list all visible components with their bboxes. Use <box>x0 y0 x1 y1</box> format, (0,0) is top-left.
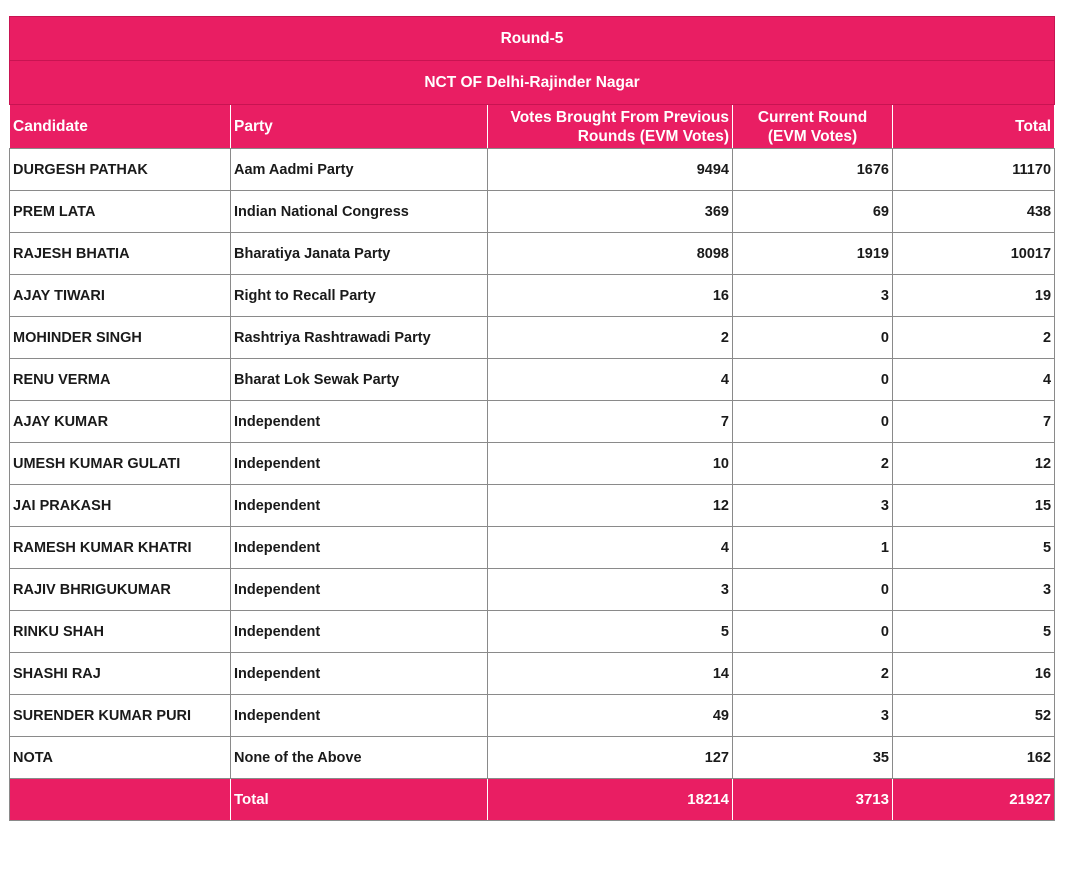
constituency-title-row <box>10 61 1055 105</box>
party-name: Bharatiya Janata Party <box>231 233 488 275</box>
table-row <box>10 443 1055 485</box>
column-header-party: Party <box>231 105 488 149</box>
current-round-votes: 1676 <box>733 149 893 191</box>
column-header-current-line2: (EVM Votes) <box>767 127 858 145</box>
candidate-name: JAI PRAKASH <box>10 485 231 527</box>
previous-votes: 12 <box>488 485 733 527</box>
table-row <box>10 737 1055 779</box>
candidate-name: AJAY TIWARI <box>10 275 231 317</box>
previous-votes: 4 <box>488 527 733 569</box>
totals-label: Total <box>231 779 488 821</box>
previous-votes: 9494 <box>488 149 733 191</box>
column-header-total: Total <box>893 105 1055 149</box>
party-name: Independent <box>231 653 488 695</box>
table-row <box>10 485 1055 527</box>
table-row <box>10 149 1055 191</box>
candidate-name: NOTA <box>10 737 231 779</box>
current-round-votes: 0 <box>733 401 893 443</box>
table-row <box>10 401 1055 443</box>
candidate-name: RAJESH BHATIA <box>10 233 231 275</box>
party-name: Right to Recall Party <box>231 275 488 317</box>
current-round-votes: 2 <box>733 443 893 485</box>
constituency-title: NCT OF Delhi-Rajinder Nagar <box>10 61 1055 105</box>
total-votes: 3 <box>893 569 1055 611</box>
current-round-votes: 3 <box>733 485 893 527</box>
current-round-votes: 1919 <box>733 233 893 275</box>
candidate-name: SHASHI RAJ <box>10 653 231 695</box>
current-round-votes: 0 <box>733 317 893 359</box>
table-row <box>10 569 1055 611</box>
candidate-name: AJAY KUMAR <box>10 401 231 443</box>
current-round-votes: 69 <box>733 191 893 233</box>
previous-votes: 3 <box>488 569 733 611</box>
candidate-name: RINKU SHAH <box>10 611 231 653</box>
table-row <box>10 233 1055 275</box>
previous-votes: 16 <box>488 275 733 317</box>
candidate-name: MOHINDER SINGH <box>10 317 231 359</box>
party-name: Independent <box>231 401 488 443</box>
candidate-name: RENU VERMA <box>10 359 231 401</box>
candidate-name: RAJIV BHRIGUKUMAR <box>10 569 231 611</box>
totals-total: 21927 <box>893 779 1055 821</box>
total-votes: 162 <box>893 737 1055 779</box>
table-row <box>10 317 1055 359</box>
current-round-votes: 0 <box>733 611 893 653</box>
party-name: None of the Above <box>231 737 488 779</box>
totals-blank-cell <box>10 779 231 821</box>
total-votes: 5 <box>893 611 1055 653</box>
round-title-row <box>10 17 1055 61</box>
candidate-name: RAMESH KUMAR KHATRI <box>10 527 231 569</box>
table-row <box>10 611 1055 653</box>
total-votes: 5 <box>893 527 1055 569</box>
candidate-name: PREM LATA <box>10 191 231 233</box>
totals-current: 3713 <box>733 779 893 821</box>
candidate-name: SURENDER KUMAR PURI <box>10 695 231 737</box>
previous-votes: 8098 <box>488 233 733 275</box>
party-name: Independent <box>231 485 488 527</box>
total-votes: 52 <box>893 695 1055 737</box>
total-votes: 7 <box>893 401 1055 443</box>
table-row <box>10 653 1055 695</box>
total-votes: 19 <box>893 275 1055 317</box>
party-name: Independent <box>231 527 488 569</box>
column-header-previous-line1: Votes Brought From Previous <box>510 108 729 126</box>
previous-votes: 7 <box>488 401 733 443</box>
current-round-votes: 3 <box>733 275 893 317</box>
candidate-name: UMESH KUMAR GULATI <box>10 443 231 485</box>
party-name: Independent <box>231 443 488 485</box>
previous-votes: 10 <box>488 443 733 485</box>
current-round-votes: 3 <box>733 695 893 737</box>
previous-votes: 2 <box>488 317 733 359</box>
total-votes: 11170 <box>893 149 1055 191</box>
current-round-votes: 35 <box>733 737 893 779</box>
column-header-previous-line2: Rounds (EVM Votes) <box>577 127 729 145</box>
party-name: Independent <box>231 611 488 653</box>
column-header-current-line1: Current Round <box>757 108 868 126</box>
totals-previous: 18214 <box>488 779 733 821</box>
previous-votes: 49 <box>488 695 733 737</box>
table-row <box>10 191 1055 233</box>
results-table <box>9 16 1055 821</box>
column-header-previous-votes <box>488 105 733 149</box>
table-row <box>10 275 1055 317</box>
total-votes: 15 <box>893 485 1055 527</box>
previous-votes: 4 <box>488 359 733 401</box>
table-row <box>10 527 1055 569</box>
total-votes: 4 <box>893 359 1055 401</box>
party-name: Independent <box>231 569 488 611</box>
current-round-votes: 1 <box>733 527 893 569</box>
party-name: Rashtriya Rashtrawadi Party <box>231 317 488 359</box>
table-row <box>10 359 1055 401</box>
total-votes: 438 <box>893 191 1055 233</box>
table-row <box>10 695 1055 737</box>
party-name: Independent <box>231 695 488 737</box>
current-round-votes: 2 <box>733 653 893 695</box>
total-votes: 2 <box>893 317 1055 359</box>
party-name: Aam Aadmi Party <box>231 149 488 191</box>
total-votes: 16 <box>893 653 1055 695</box>
previous-votes: 5 <box>488 611 733 653</box>
previous-votes: 14 <box>488 653 733 695</box>
column-header-candidate: Candidate <box>10 105 231 149</box>
candidate-name: DURGESH PATHAK <box>10 149 231 191</box>
party-name: Bharat Lok Sewak Party <box>231 359 488 401</box>
column-header-current-round <box>733 105 893 149</box>
party-name: Indian National Congress <box>231 191 488 233</box>
round-title: Round-5 <box>10 17 1055 61</box>
previous-votes: 127 <box>488 737 733 779</box>
current-round-votes: 0 <box>733 569 893 611</box>
column-header-row <box>10 105 1055 149</box>
previous-votes: 369 <box>488 191 733 233</box>
total-votes: 12 <box>893 443 1055 485</box>
total-votes: 10017 <box>893 233 1055 275</box>
candidate-rows <box>10 149 1055 779</box>
totals-row <box>10 779 1055 821</box>
current-round-votes: 0 <box>733 359 893 401</box>
